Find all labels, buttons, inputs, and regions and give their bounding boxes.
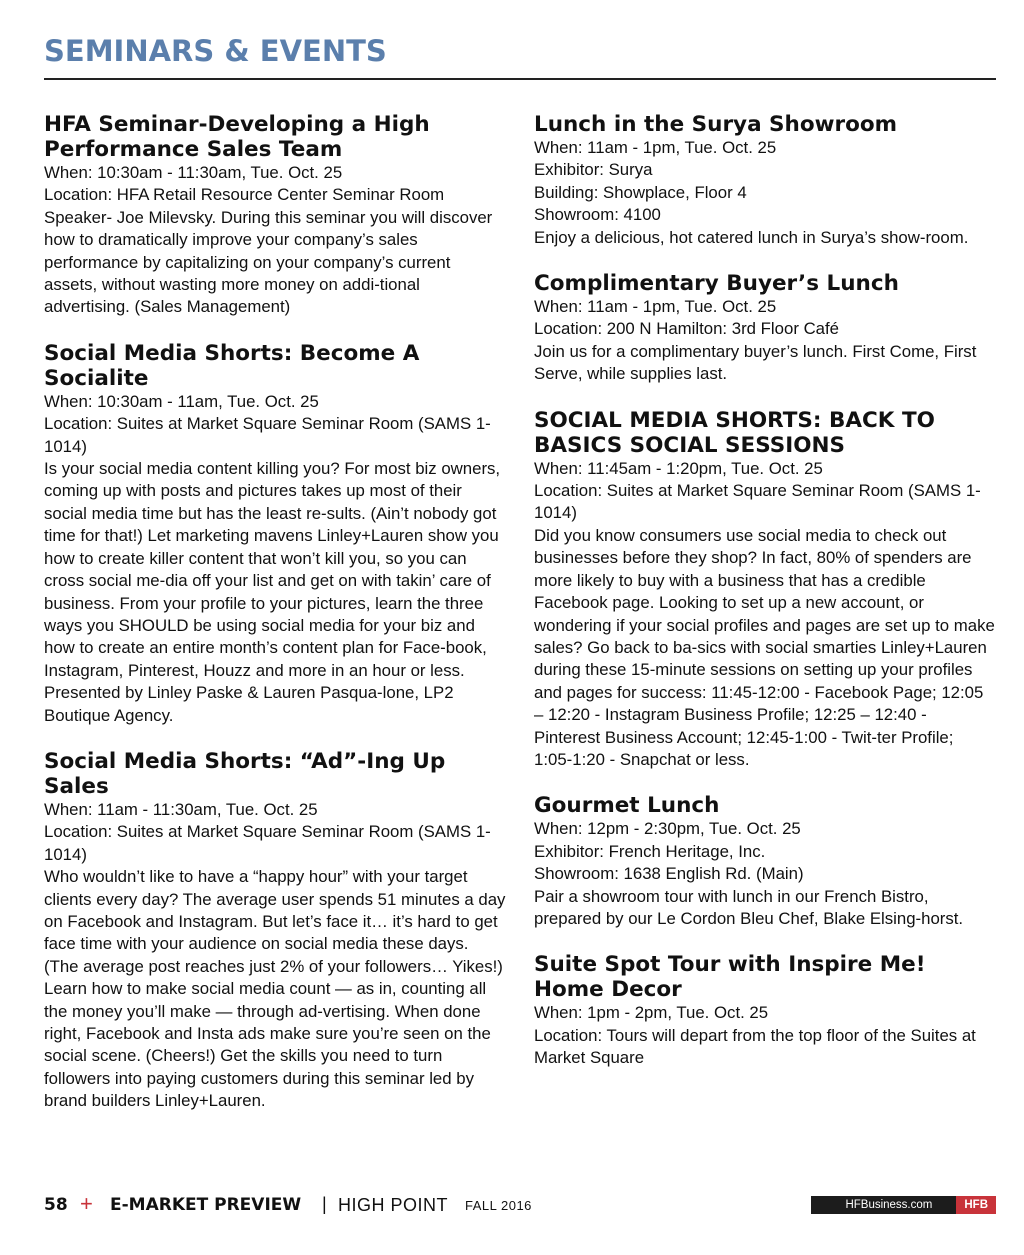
event-detail: Location: Suites at Market Square Seminar Room (SAMS 1-1014) [44, 414, 491, 456]
event-description: Enjoy a delicious, hot catered lunch in Surya’s show-room. [534, 227, 969, 247]
event-description: Who wouldn’t like to have a “happy hour” with your target clients every day? The average user spends 51 minutes a day on Facebook and Instagram. But let’s face it… it’s hard to get face time with your audience on social media these days. (The average post reaches just 2% of your followers… Yikes!) Learn how to make social media count — as in, counting all the money you’ll make — through ad-vertising. When done right, Facebook and Insta ads make sure you’re seen on the social scene. (Cheers!) Get the skills you need to turn followers into paying customers during this seminar led by brand builders Linley+Lauren. [44, 867, 506, 1111]
event-title: SOCIAL MEDIA SHORTS: BACK TO BASICS SOCIAL SESSIONS [534, 407, 935, 458]
event-detail: When: 1pm - 2pm, Tue. Oct. 25 [534, 1003, 769, 1023]
event-detail: When: 10:30am - 11:30am, Tue. Oct. 25 [44, 163, 343, 182]
site-url: HFBusiness.com [811, 1196, 956, 1214]
event-title: Lunch in the Surya Showroom [534, 112, 898, 137]
event-detail: Location: Suites at Market Square Seminar Room (SAMS 1-1014) [44, 822, 491, 864]
event-detail: When: 11am - 11:30am, Tue. Oct. 25 [44, 799, 318, 819]
event-item [534, 793, 996, 930]
event-item [534, 271, 996, 386]
event-description: Join us for a complimentary buyer’s lunch. First Come, First Serve, while supplies last. [534, 341, 977, 384]
event-detail: Showroom: 1638 English Rd. (Main) [534, 864, 804, 884]
page-footer [44, 1191, 996, 1217]
event-detail: Location: Suites at Market Square Seminar Room (SAMS 1-1014) [534, 481, 981, 523]
footer-separator: | [322, 1194, 327, 1214]
publication-location: HIGH POINT [338, 1195, 449, 1215]
event-item [534, 112, 996, 249]
event-title: Social Media Shorts: “Ad”-Ing Up Sales [44, 748, 446, 799]
event-item [534, 952, 996, 1069]
event-description: Is your social media content killing you? For most biz owners, coming up with posts and pictures takes up most of their social media time but has the least re-sults. (Ain’t nobody got time for that!) Let marketing mavens Linley+Lauren show you how to create killer content that won’t kill you, so you can cross social me-dia off your list and get on with takin’ care of business. From your profile to your pictures, learn the three ways you SHOULD be using social media for your biz and how to create an entire month’s content plan for Face-book, Instagram, Pinterest, Houzz and more in an hour or less. Presented by Linley Paske & Lauren Pasqua-lone, LP2 Boutique Agency. [44, 459, 501, 725]
event-title: Social Media Shorts: Become A Socialite [44, 340, 420, 391]
section-title: SEMINARS & EVENTS [44, 34, 387, 68]
right-column [534, 112, 996, 1092]
event-detail: Location: HFA Retail Resource Center Seminar Room [44, 185, 445, 205]
event-detail: When: 10:30am - 11am, Tue. Oct. 25 [44, 391, 319, 411]
plus-icon: + [80, 1191, 93, 1216]
header-divider [44, 78, 996, 80]
event-detail: When: 11am - 1pm, Tue. Oct. 25 [534, 138, 777, 157]
site-badge [811, 1196, 996, 1214]
left-column [44, 112, 506, 1135]
page-number: 58 [44, 1195, 68, 1215]
event-detail: Showroom: 4100 [534, 205, 661, 225]
event-description: Speaker- Joe Milevsky. During this seminar you will discover how to dramatically improve your company’s sales performance by capitalizing on your company’s current assets, without wasting more money on addi-tional advertising. (Sales Management) [44, 207, 493, 317]
event-detail: Location: 200 N Hamilton: 3rd Floor Café [534, 319, 840, 339]
event-detail: Location: Tours will depart from the top floor of the Suites at Market Square [534, 1025, 976, 1068]
event-item [534, 408, 996, 772]
event-description: Did you know consumers use social media to check out businesses before they shop? In fact, 80% of spenders are more likely to buy with a business that has a credible Facebook page. Looking to set up a new account, or wondering if your social profiles and pages are set up to make sales? Go back to ba-sics with social smarties Linley+Lauren during these 15-minute sessions on setting up your profiles and pages for success: 11:45-12:00 - Facebook Page; 12:05 – 12:20 - Instagram Business Profile; 12:25 – 12:40 - Pinterest Business Account; 12:45-1:00 - Twit-ter Profile; 1:05-1:20 - Snapchat or less. [534, 525, 995, 769]
event-detail: When: 12pm - 2:30pm, Tue. Oct. 25 [534, 819, 801, 839]
event-detail: Building: Showplace, Floor 4 [534, 182, 747, 202]
event-item [44, 341, 506, 727]
event-title: Gourmet Lunch [534, 793, 720, 819]
event-item [44, 112, 506, 319]
event-detail: When: 11am - 1pm, Tue. Oct. 25 [534, 297, 777, 317]
event-detail: When: 11:45am - 1:20pm, Tue. Oct. 25 [534, 458, 823, 478]
publication-name: E-MARKET PREVIEW [110, 1195, 302, 1215]
event-detail: Exhibitor: Surya [534, 160, 653, 180]
event-item [44, 749, 506, 1113]
event-description: Pair a showroom tour with lunch in our French Bistro, prepared by our Le Cordon Bleu Chef, Blake Elsing-horst. [534, 886, 964, 928]
brand-logo: HFB [956, 1196, 996, 1214]
event-title: Suite Spot Tour with Inspire Me! Home Decor [534, 952, 926, 1003]
event-title: Complimentary Buyer’s Lunch [534, 271, 899, 297]
event-title: HFA Seminar-Developing a High Performance Sales Team [44, 112, 430, 162]
event-detail: Exhibitor: French Heritage, Inc. [534, 841, 766, 861]
publication-season: FALL 2016 [465, 1198, 532, 1213]
